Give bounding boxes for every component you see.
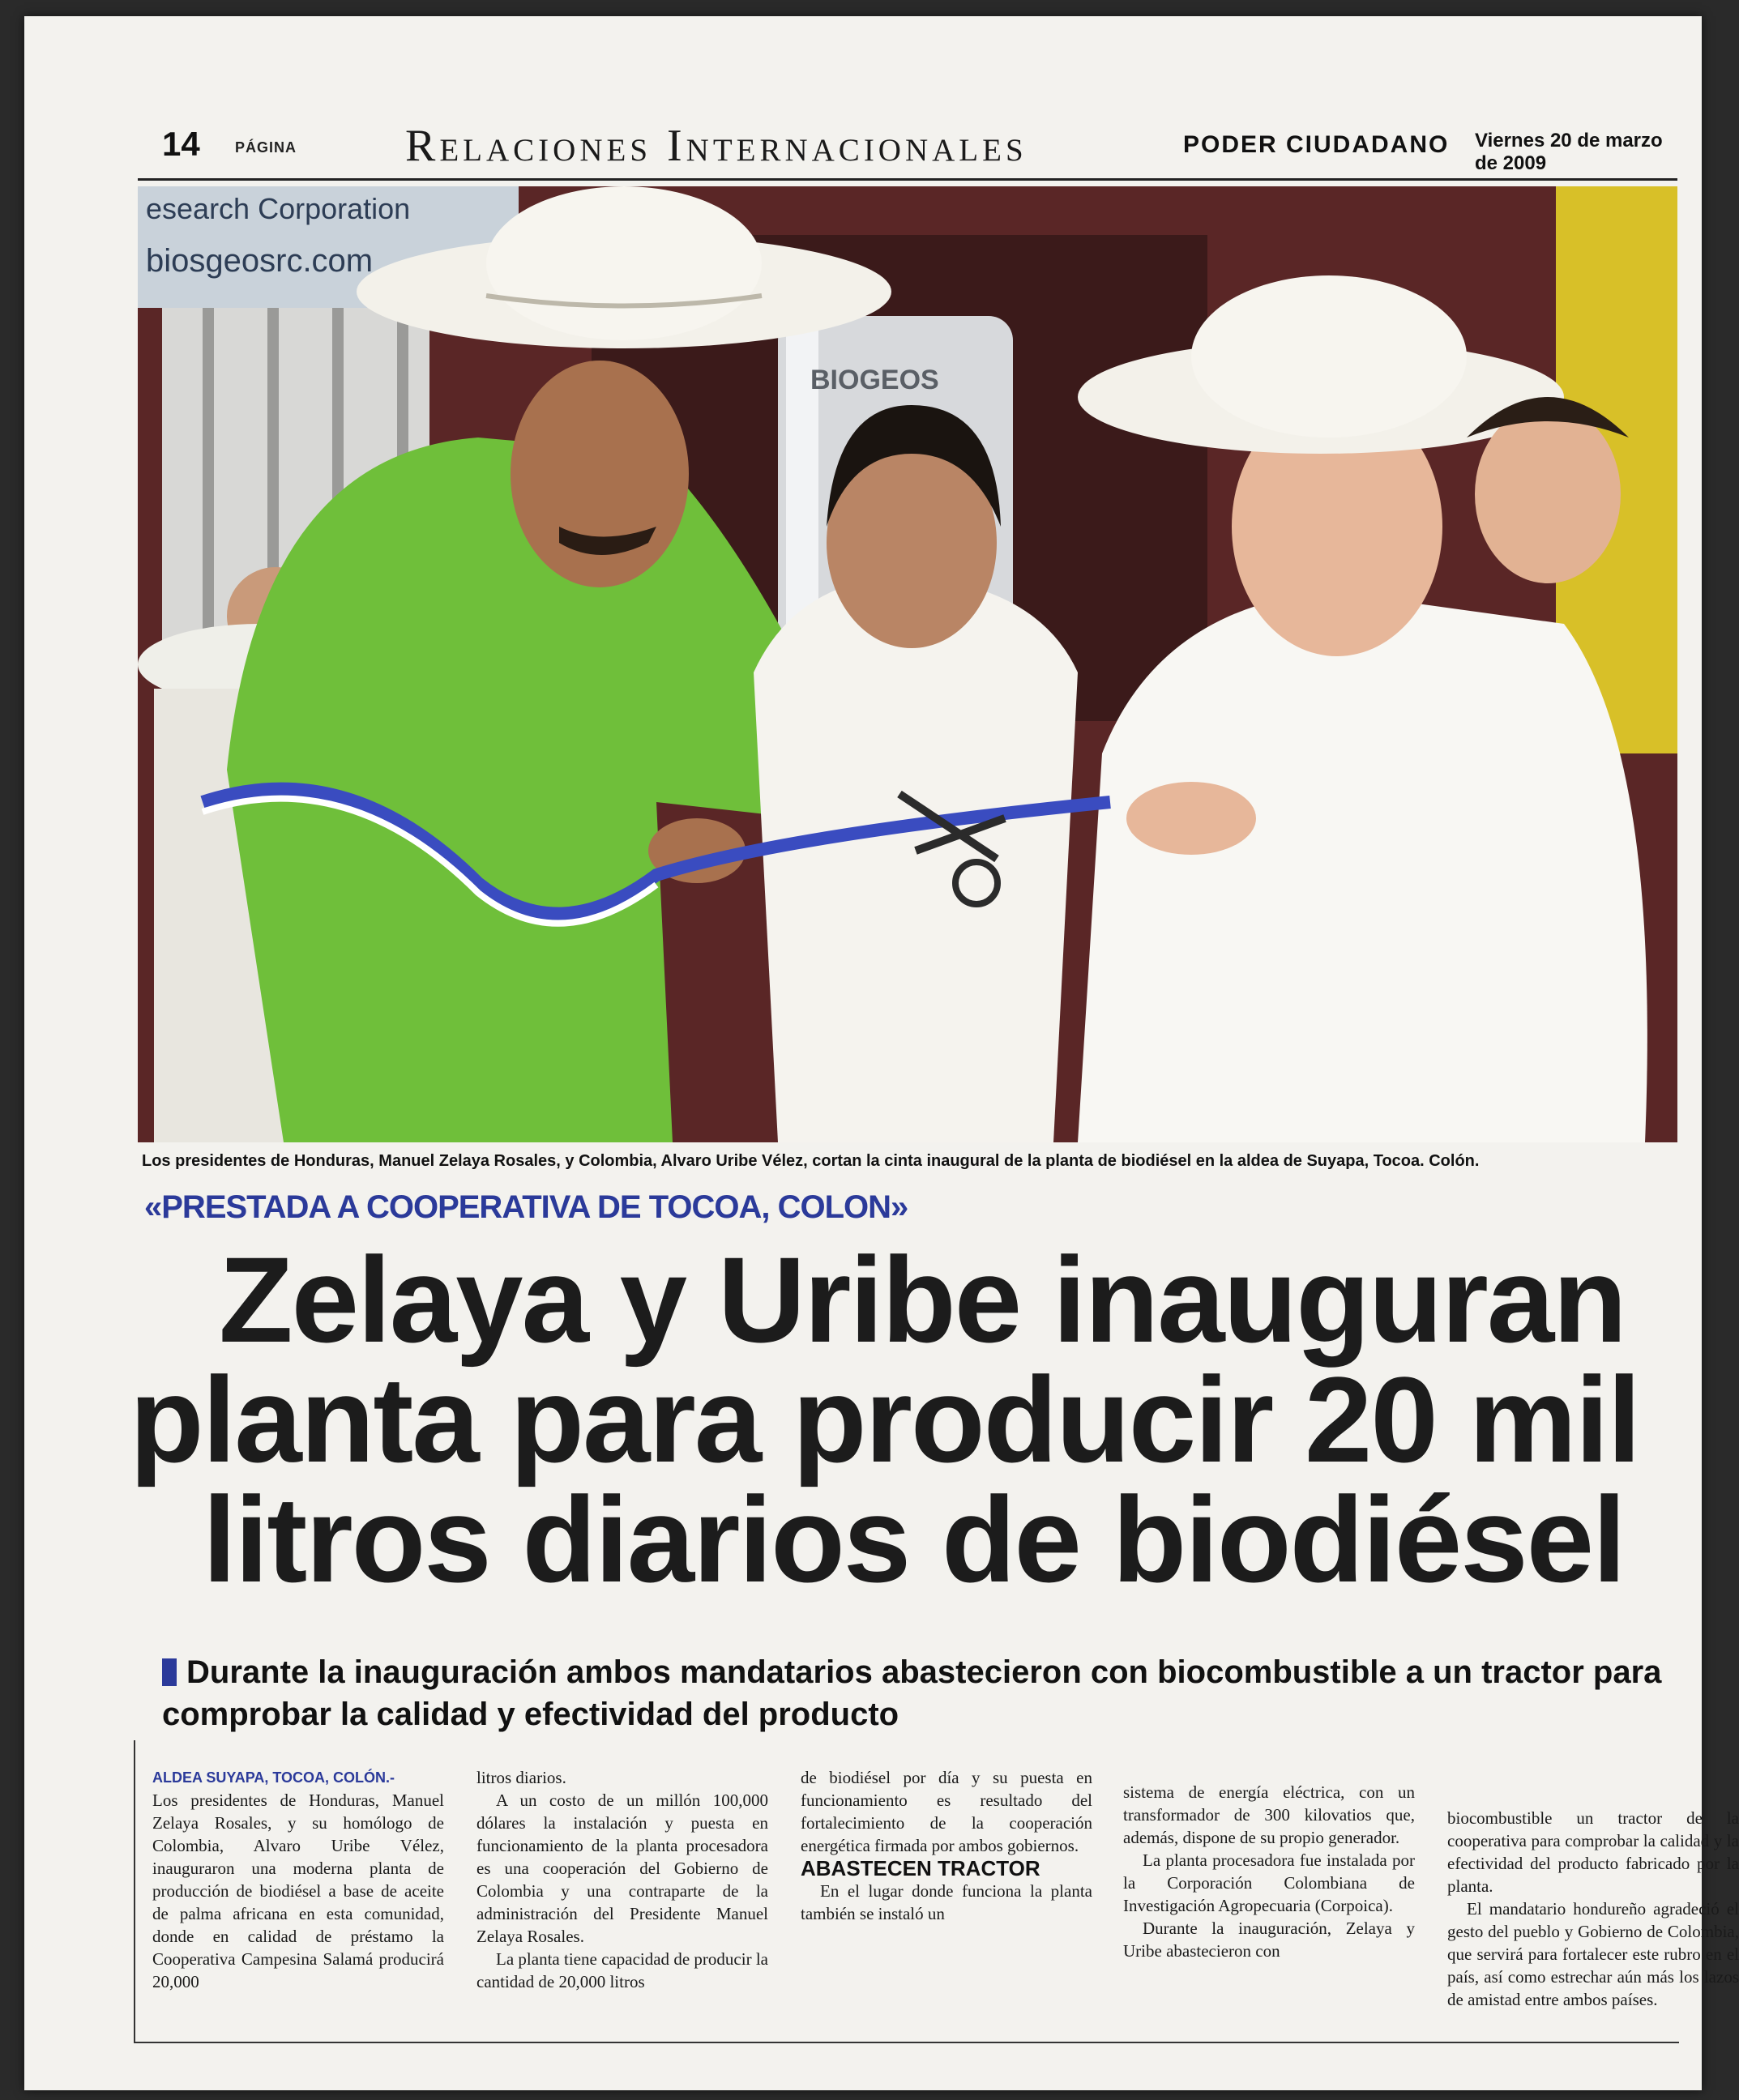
page-number: 14: [162, 125, 200, 163]
paragraph: La planta procesadora fue instalada por la Corporación Colombiana de Investigación Agropecuaria (Corpoica).: [1123, 1850, 1415, 1915]
paragraph: A un costo de un millón 100,000 dólares la instalación y puesta en funcionamiento de la planta procesadora es una cooperación del Gobierno de Colombia y una contraparte de la administración del Presidente Manuel Zelaya Rosales.: [476, 1791, 768, 1946]
deck-text: Durante la inauguración ambos mandatarios abastecieron con biocombustible a un tractor para comprobar la calidad y efectividad del producto: [162, 1654, 1662, 1732]
paragraph: En el lugar donde funciona la planta también se instaló un: [801, 1881, 1092, 1923]
issue-date: Viernes 20 de marzo de 2009: [1475, 130, 1663, 174]
banner-line-2: biosgeosrc.com: [146, 243, 374, 279]
ribbon-cutting-illustration: [138, 186, 1677, 1142]
newspaper-name: PODER CIUDADANO: [1183, 131, 1450, 158]
paragraph: sistema de energía eléctrica, con un transformador de 300 kilovatios que, además, dispone de su propio generador.: [1123, 1782, 1415, 1847]
article-column-3: [801, 1766, 1092, 1925]
article-column-1: [152, 1766, 444, 1993]
section-title: Relaciones Internacionales: [405, 121, 1028, 171]
headline: [130, 1231, 1686, 1607]
kicker: «PRESTADA A COOPERATIVA DE TOCOA, COLON»: [144, 1189, 908, 1225]
headline-line-1: Zelaya y Uribe inauguran: [219, 1231, 1626, 1368]
banner-line-1: esearch Corporation: [146, 192, 411, 225]
dateline: ALDEA SUYAPA, TOCOA, COLÓN.-: [152, 1769, 395, 1786]
paragraph: biocombustible un tractor de la cooperativa para comprobar la calidad y la efectividad del producto fabricado por la planta.: [1447, 1808, 1739, 1896]
article-column-5: [1447, 1807, 1739, 2011]
white-shirt: [1078, 591, 1647, 1142]
tank-label: BIOGEOS: [810, 365, 939, 395]
deck-subtitle: [162, 1651, 1686, 1735]
article-subhead: ABASTECEN TRACTOR: [801, 1856, 1040, 1880]
article-body: [144, 1750, 1739, 2042]
deck-bullet-icon: [162, 1658, 177, 1686]
newspaper-page: [24, 16, 1739, 2090]
paragraph: litros diarios.: [476, 1768, 566, 1787]
article-column-2: [476, 1766, 768, 1993]
paragraph: Durante la inauguración, Zelaya y Uribe abastecieron con: [1123, 1919, 1415, 1961]
paragraph: de biodiésel por día y su puesta en funcionamiento es resultado del fortalecimiento de la cooperación energética firmada por ambos gobiernos.: [801, 1768, 1092, 1855]
photo-caption: Los presidentes de Honduras, Manuel Zelaya Rosales, y Colombia, Alvaro Uribe Vélez, cortan la cinta inaugural de la planta de biodiésel en la aldea de Suyapa, Tocoa. Colón.: [142, 1152, 1480, 1170]
white-blouse: [754, 575, 1078, 1142]
headline-line-3: litros diarios de biodiésel: [203, 1471, 1625, 1607]
paragraph: El mandatario hondureño agradeció el gesto del pueblo y Gobierno de Colombia, que servirá para fortalecer este rubro en el país, así como estrechar aún más los lazos de amistad entre ambos países.: [1447, 1899, 1739, 2009]
headline-line-2: planta para producir 20 mil: [130, 1351, 1640, 1488]
lead-photo: [138, 186, 1677, 1142]
paragraph: La planta tiene capacidad de producir la cantidad de 20,000 litros: [476, 1949, 768, 1991]
page-label: PÁGINA: [235, 139, 297, 156]
article-column-4: [1123, 1781, 1415, 1962]
paragraph: Los presidentes de Honduras, Manuel Zelaya Rosales, y su homólogo de Colombia, Alvaro Uribe Vélez, inauguraron una moderna planta de producción de biodiésel a base de aceite de palma africana en esta comunidad, donde en calidad de préstamo la Cooperativa Campesina Salamá producirá 20,000: [152, 1791, 444, 1991]
page-folio: [138, 113, 1677, 181]
